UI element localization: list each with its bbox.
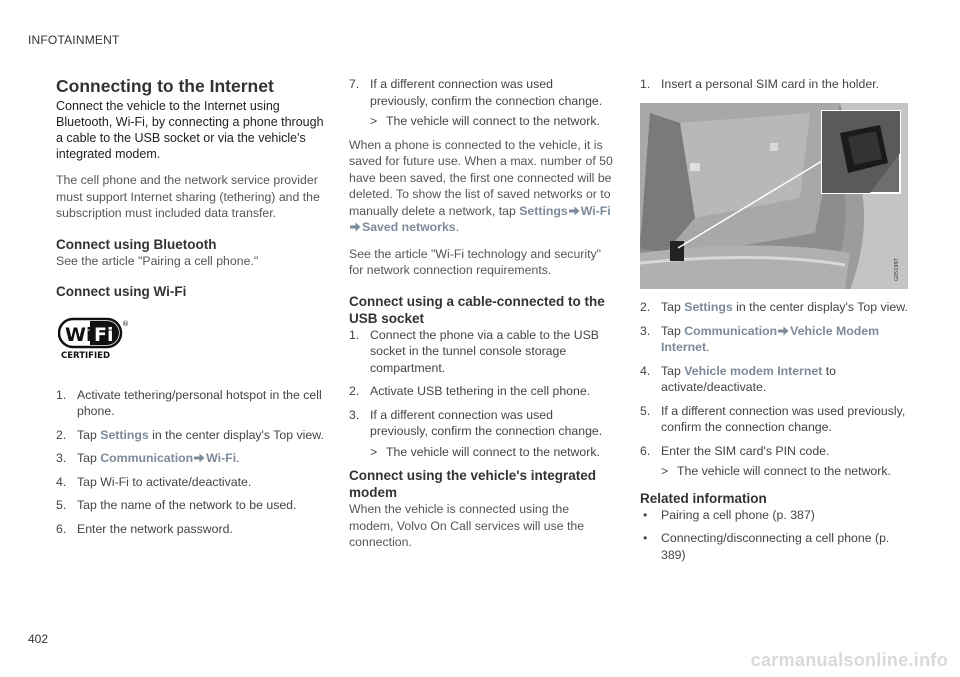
communication-menu-link[interactable]: Communication [100, 451, 194, 465]
image-code: G051997 [894, 257, 900, 281]
list-item: 1. Connect the phone via a cable to the USB socket in the tunnel console storage compartment. [349, 327, 600, 375]
settings-menu-link[interactable]: Settings [684, 300, 733, 314]
communication-menu-link[interactable]: Communication [684, 323, 778, 338]
intro-text: Connect the vehicle to the Internet using Bluetooth, Wi-Fi, by connecting a phone through a cable to the USB socket or via the vehicle's integrated modem. [56, 99, 324, 161]
page-title: Connecting to the Internet [56, 76, 274, 96]
list-item: 6. Enter the network password. [56, 521, 233, 536]
modem-steps [640, 299, 908, 480]
arrow-right-icon [778, 326, 789, 336]
vehicle-modem-internet-toggle[interactable]: Vehicle modem Internet [684, 363, 823, 378]
step-result: > The vehicle will connect to the network. [661, 464, 891, 478]
sim-card-holder-image [640, 103, 908, 289]
wifi-steps [56, 387, 324, 538]
list-item: 3. If a different connection was used previously, confirm the connection change. > The vehicle will connect to the network. [349, 407, 614, 461]
list-item: 1. Insert a personal SIM card in the holder. [640, 77, 880, 91]
list-item: 2. Activate USB tethering in the cell phone. [349, 384, 591, 398]
list-item: 3. Tap Communication Wi-Fi. [56, 451, 240, 465]
wifi-menu-link[interactable]: Wi-Fi [580, 203, 611, 218]
vehicle-modem-internet-menu-link[interactable]: Vehicle Modem Internet [661, 323, 880, 354]
wifi-heading: Connect using Wi-Fi [56, 284, 187, 299]
bluetooth-heading: Connect using Bluetooth [56, 236, 217, 252]
list-item: 4. Tap Vehicle modem Internet to activate/deactivate. [640, 363, 836, 394]
section-header: INFOTAINMENT [28, 33, 120, 47]
saved-networks-text: When a phone is connected to the vehicle, it is saved for future use. When a max. number of 50 have been saved, the first one connected will be deleted. To show the list of saved networks or to manually delete a network, tap Settings Wi-Fi Saved networks. [349, 137, 613, 234]
list-item: 3. Tap Communication Vehicle Modem Internet. [640, 323, 880, 354]
list-item: 4. Tap Wi-Fi to activate/deactivate. [56, 474, 252, 489]
step-result: > The vehicle will connect to the network. [370, 114, 600, 128]
bluetooth-text: See the article "Pairing a cell phone." [56, 253, 259, 268]
column-3 [640, 76, 908, 570]
arrow-right-icon [194, 453, 205, 463]
step-result: > The vehicle will connect to the network. [370, 444, 600, 459]
wifi-steps-continued [349, 76, 614, 130]
list-item: 5. Tap the name of the network to be used. [56, 498, 297, 512]
list-item: 7. If a different connection was used previously, confirm the connection change. > The vehicle will connect to the network. [349, 76, 614, 130]
column-2 [349, 76, 614, 551]
saved-networks-menu-link[interactable]: Saved networks [362, 220, 456, 234]
usb-steps [349, 327, 614, 461]
requirement-note: The cell phone and the network service provider must support Internet sharing (tethering) and the subscription must included data transfer. [56, 173, 320, 220]
modem-text: When the vehicle is connected using the modem, Volvo On Call services will use the connection. [349, 502, 585, 549]
wifi-logo-certified: CERTIFIED [61, 351, 110, 360]
arrow-right-icon [350, 222, 361, 232]
wifi-logo-registered: ® [122, 320, 129, 328]
settings-menu-link[interactable]: Settings [100, 427, 149, 442]
page-number: 402 [28, 632, 49, 646]
list-item: 6. Enter the SIM card's PIN code. > The vehicle will connect to the network. [640, 443, 908, 480]
wifi-certified-logo [58, 316, 136, 360]
related-link[interactable]: • Connecting/disconnecting a cell phone (p. 389) [643, 531, 890, 562]
list-item: 2. Tap Settings in the center display's Top view. [56, 427, 324, 442]
list-item: 1. Activate tethering/personal hotspot in the cell phone. [56, 387, 322, 418]
modem-heading: Connect using the vehicle's integrated modem [349, 468, 597, 500]
list-item: 5. If a different connection was used previously, confirm the connection change. [640, 403, 906, 434]
security-reference-text: See the article "Wi-Fi technology and security" for network connection requirements. [349, 246, 602, 277]
settings-menu-link[interactable]: Settings [519, 203, 568, 218]
wifi-menu-link[interactable]: Wi-Fi [206, 451, 237, 465]
related-link[interactable]: • Pairing a cell phone (p. 387) [643, 507, 815, 522]
wifi-logo-fi: Fi [94, 324, 114, 346]
column-1 [56, 76, 324, 544]
related-heading: Related information [640, 490, 767, 506]
related-links [640, 507, 908, 564]
arrow-right-icon [569, 206, 580, 216]
watermark: carmanualsonline.info [750, 650, 948, 670]
usb-heading: Connect using a cable-connected to the USB socket [349, 293, 605, 326]
wifi-logo-wi: Wi [65, 324, 93, 346]
modem-steps-start [640, 76, 908, 93]
list-item: 2. Tap Settings in the center display's Top view. [640, 300, 908, 314]
